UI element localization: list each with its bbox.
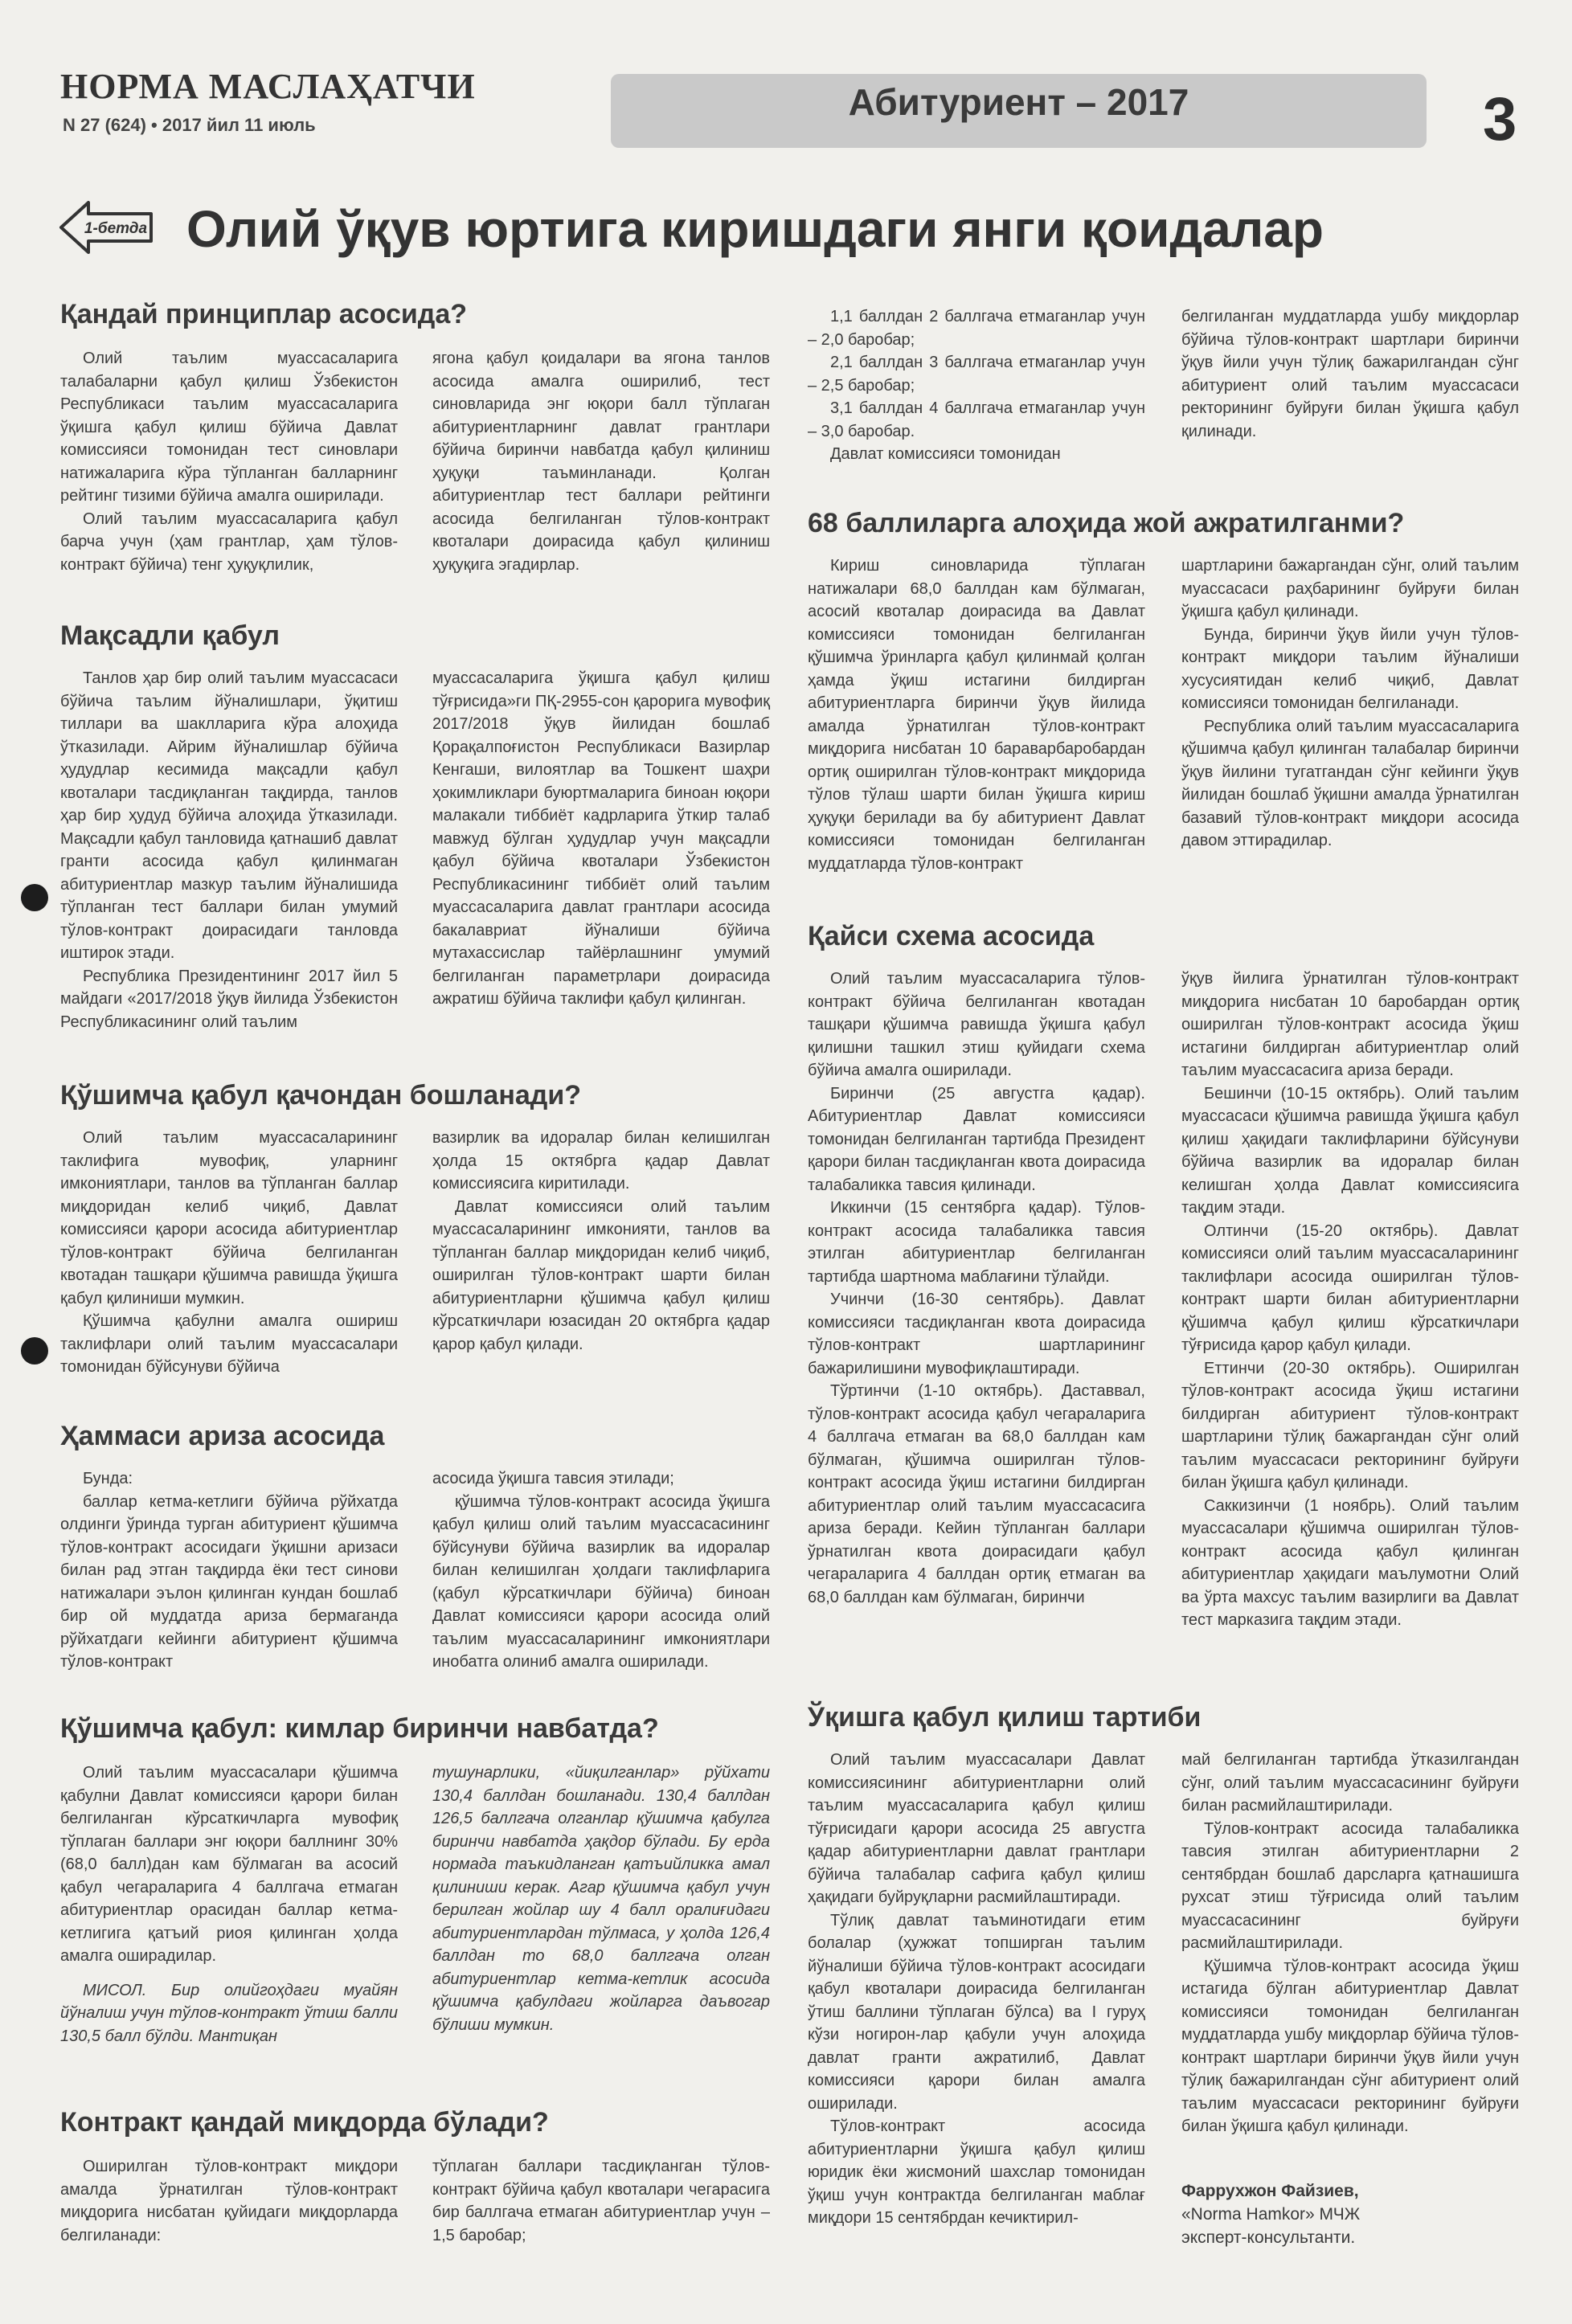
paragraph: Олий таълим муассасалари Давлат комиссиясининг абитуриентларни олий таълим муассасаларига қабул қилиш тўғрисидаги қарори асосида 25 августга қадар абитуриентларни давлат грантлари бўйича талабалар сафига қабул қилиш ҳақидаги буйруқларни расмийлаштиради. xyxy=(808,1751,1145,1906)
paragraph: қўшимча тўлов-контракт асосида ўқишга қабул қилиш олий таълим муассасасининг бўйсунуви бўйича вазирлик ва идоралар билан келишилган ҳолдаги таклифларига (қабул кўрсаткичлари бўйича) биноан Давлат комиссияси қарори асосида олий таълим муассасаларининг имкониятлари инобатга олиниб амалга оширилади. xyxy=(432,1492,770,1671)
example-paragraph: МИСОЛ. Бир олийгоҳдаги муайян йўналиш учун тўлов-контракт ўтиш балли 130,5 балл бўлди. Мантиқан xyxy=(60,1981,398,2045)
paragraph: Тўлов-контракт асосида абитуриентларни ўқишга қабул қилиш юридик ёки жисмоний шахслар томонидан ўқиш учун контрактда белгиланган маблағ миқдори 15 сентябрдан кечиктирил- xyxy=(808,2117,1145,2227)
section-targeted-col1 xyxy=(60,667,398,1033)
author-role: эксперт-консультанти. xyxy=(1181,2228,1356,2247)
page-number: 3 xyxy=(1483,85,1517,153)
masthead: НОРМА МАСЛАҲАТЧИ xyxy=(60,67,476,106)
paragraph: Иккинчи (15 сентябрга қадар). Тўлов-контракт асосида талабаликка тавсия этилган абитуриентлар белгиланган тартибда шартнома маблағини тўлайди. xyxy=(808,1199,1145,1286)
author-signature xyxy=(1181,2179,1519,2249)
issue-info: N 27 (624) • 2017 йил 11 июль xyxy=(63,115,316,135)
paragraph: 2,1 баллдан 3 баллгача етмаганлар учун – 2,5 баробар; xyxy=(808,354,1145,395)
section-admission-order-col4 xyxy=(1181,1749,1519,2138)
page-title: Олий ўқув юртига киришдаги янги қоидалар xyxy=(186,200,1324,258)
paragraph: Олтинчи (15-20 октябрь). Давлат комиссияси олий таълим муассасаларининг таклифлари асосида оширилган тўлов-контракт шарти билан абитуриентларни қўшимча қабул қилиш кўрсаткичлари тўғрисида қарор қабул қилади. xyxy=(1181,1221,1519,1354)
paragraph: баллар кетма-кетлиги бўйича рўйхатда олдинги ўринда турган абитуриент қўшимча тўлов-контракт асосидаги ўқишни аризаси билан рад этган тақдирда ёки тест синови натижалари эълон қилинган кундан бошлаб бир ой муддатда ариза бермаганда рўйхатдаги кейинги абитуриент қўшимча тўлов-контракт xyxy=(60,1492,398,1671)
section-heading-68-points: 68 баллиларга алоҳида жой ажратилганми? xyxy=(808,508,1405,538)
section-priority-col2 xyxy=(432,1761,770,2036)
paragraph: Кириш синовларида тўплаган натижалари 68,0 баллдан кам бўлмаган, асосий квоталар доирасида ва Давлат комиссияси томонидан белгиланган қўшимча ўринларга қабул қилинмай қолган ҳамда ўқиш истагини билдирган абитуриентларга биринчи ўқув йилида амалда ўрнатилган тўлов-контракт миқдорига нисбатан 10 бараварбаробардан ортиқ оширилган тўлов-контракт миқдорида тўлов тўлаш шарти билан ўқишга кириш ҳуқуқи берилади ва бу абитуриент Давлат комиссияси томонидан белгиланган муддатларда тўлов-контракт xyxy=(808,557,1145,873)
paragraph: Тўлов-контракт асосида талабаликка тавсия этилган абитуриентларни 2 сентябрдан бошлаб дарсларга қатнашишга рухсат этиш тўғрисида олий таълим муассасасининг буйруғи расмийлаштирилади. xyxy=(1181,1819,1519,1952)
paragraph: Олий таълим муассасаларига талабаларни қабул қилиш Ўзбекистон Республикаси таълим муассасаларига ўқишга қабул қилиш бўйича Давлат комиссияси томонидан тест синовлари натижаларига кўра тўпланган балларнинг рейтинг тизими бўйича амалга оширилади. xyxy=(60,350,398,505)
binder-hole xyxy=(21,1337,48,1365)
paragraph: Давлат комиссияси томонидан xyxy=(830,445,1061,463)
paragraph: Олий таълим муассасаларининг таклифига мувофиқ, уларнинг имкониятлари, танлов ва тўпланган баллар миқдоридан келиб чиқиб, Давлат комиссияси қарори асосида абитуриентлар тўлов-контракт бўйича белгиланган квотадан ташқари қўшимча равишда ўқишга қабул қилиниши мумкин. xyxy=(60,1129,398,1307)
paragraph: Тўртинчи (1-10 октябрь). Даставвал, тўлов-контракт асосида қабул чегараларига 4 баллгача етмаган ва 68,0 баллдан кам бўлмаган, қўшимча оширилган тўлов-контракт асосида ўқиш истагини билдирган абитуриентлар олий таълим муассасасига ариза беради. Кейин тўпланган баллари ўрнатилган квота доирасидаги қабул чегараларига 4 баллдан ортиқ етмаган ва 68,0 баллдан кам бўлмаган, биринчи xyxy=(808,1382,1145,1606)
section-contract-amount-col2 xyxy=(432,2155,770,2247)
section-additional-start-col1 xyxy=(60,1127,398,1379)
paragraph: 1,1 баллдан 2 баллгача етмаганлар учун – 2,0 баробар; xyxy=(808,308,1145,349)
paragraph: белгиланган муддатларда ушбу миқдорлар бўйича тўлов-контракт шартлари биринчи ўқув йили учун тўлиқ бажарилгандан сўнг абитуриент олий таълим муассасаси ректорининг буйруғи билан ўқишга қабул қилинади. xyxy=(1181,308,1519,440)
section-contract-amount-col4 xyxy=(1181,305,1519,443)
paragraph: вазирлик ва идоралар билан келишилган ҳолда 15 октябрга қадар Давлат комиссиясига киритилади. xyxy=(432,1129,770,1193)
section-heading-targeted: Мақсадли қабул xyxy=(60,620,280,651)
section-application-col1 xyxy=(60,1467,398,1674)
paragraph: Республика олий таълим муассасаларига қўшимча қабул қилинган талабалар биринчи ўқув йилини тугатгандан сўнг кейинги ўқув йилидан бошлаб ўқишни амалда ўрнатилган базавий тўлов-контракт миқдори асосида давом эттирадилар. xyxy=(1181,717,1519,849)
paragraph: шартларини бажаргандан сўнг, олий таълим муассасаси раҳбарининг буйруғи билан ўқишга қабул қилинади. xyxy=(1181,557,1519,620)
section-heading-priority: Қўшимча қабул: кимлар биринчи навбатда? xyxy=(60,1713,659,1744)
section-principles-col1 xyxy=(60,347,398,576)
section-additional-start-col2 xyxy=(432,1127,770,1356)
section-heading-additional-start: Қўшимча қабул қачондан бошланади? xyxy=(60,1080,582,1111)
section-heading-contract-amount: Контракт қандай миқдорда бўлади? xyxy=(60,2107,549,2138)
paragraph: ягона қабул қоидалари ва ягона танлов асосида амалга оширилиб, тест синовларида энг юқори балл тўплаган абитуриентларнинг давлат грантлари бўйича биринчи навбатда қабул қилиниш ҳуқуқи таъминланади. Қолган абитуриентлар тест баллари рейтинги асосида белгиланган тўлов-контракт квоталари доирасида қабул қилиниш ҳуқуқига эгадирлар. xyxy=(432,350,770,574)
rubric-title: Абитуриент – 2017 xyxy=(848,81,1189,123)
paragraph: Биринчи (25 августга қадар). Абитуриентлар Давлат комиссияси томонидан белгиланган тартибда Президент қарори билан тасдиқланган квота доирасида талабаликка тавсия қилинади. xyxy=(808,1084,1145,1194)
paragraph: ўқув йилига ўрнатилган тўлов-контракт миқдорига нисбатан 10 баробардан ортиқ оширилган тўлов-контракт асосида ўқиш истагини билдирган абитуриентлар олий таълим муассасасига ариза беради. xyxy=(1181,970,1519,1079)
section-heading-scheme: Қайси схема асосида xyxy=(808,921,1095,951)
paragraph: Бунда: xyxy=(83,1470,133,1487)
paragraph: май белгиланган тартибда ўтказилгандан сўнг, олий таълим муассасасининг буйруғи билан расмийлаштирилади. xyxy=(1181,1751,1519,1815)
section-principles-col2 xyxy=(432,347,770,576)
author-org: «Norma Hamkor» МЧЖ xyxy=(1181,2205,1361,2224)
section-heading-admission-order: Ўқишга қабул қилиш тартиби xyxy=(808,1702,1202,1733)
paragraph: Тўлиқ давлат таъминотидаги етим болалар (ҳужжат топширган таълим йўналиши бўйича тўлов-контракт асосидаги қабул квоталари доирасида белгиланган ўтиш баллини тўплаган бўлса) ва I гуруҳ кўзи ногирон-лар қабули учун алоҳида давлат гранти ажратилиб, Давлат комиссияси қарори билан амалга оширилади. xyxy=(808,1911,1145,2113)
section-scheme-col4 xyxy=(1181,968,1519,1632)
continued-arrow-icon xyxy=(58,199,154,256)
paragraph: тўплаган баллари тасдиқланган тўлов-контракт бўйича қабул квоталари чегарасига бир баллгача етмаган абитуриентлар учун – 1,5 баробар; xyxy=(432,2158,770,2244)
paragraph: Саккизинчи (1 ноябрь). Олий таълим муассасалари қўшимча оширилган тўлов-контракт асосида қабул қилинган абитуриентлар ҳақидаги маълумотни Олий ва ўрта махсус таълим вазирлиги ва Давлат тест марказига тақдим этади. xyxy=(1181,1496,1519,1629)
section-contract-amount-col1 xyxy=(60,2155,398,2247)
continued-label: 1-бетда xyxy=(84,220,148,237)
paragraph: Бунда, биринчи ўқув йили учун тўлов-контракт миқдори таълим йўналиши хусусиятидан келиб чиқиб, Давлат комиссияси томонидан белгиланади. xyxy=(1181,625,1519,712)
section-priority-col1 xyxy=(60,1761,398,2048)
paragraph: Олий таълим муассасалари қўшимча қабулни Давлат комиссияси қарори билан белгиланган кўрсаткичларга мувофиқ тўплаган баллари энг юқори баллнинг 30% (68,0 балл)дан кам бўлмаган ва асосий қабул чегараларига 4 баллгача етмаган абитуриентлар орасидан баллар кетма-кетлигига қатъий риоя қилинган ҳолда амалга оширадилар. xyxy=(60,1764,398,1965)
paragraph: Оширилган тўлов-контракт миқдори амалда ўрнатилган тўлов-контракт миқдорига нисбатан қуйидаги миқдорларда белгиланади: xyxy=(60,2158,398,2244)
paragraph: Олий таълим муассасаларига қабул барча учун (ҳам грантлар, ҳам тўлов-контракт бўйича) тенг ҳуқуқлилик, xyxy=(60,509,398,574)
binder-hole xyxy=(21,884,48,911)
section-heading-principles: Қандай принциплар асосида? xyxy=(60,299,468,329)
section-68-points-col4 xyxy=(1181,554,1519,853)
section-scheme-col3 xyxy=(808,968,1145,1609)
paragraph: Учинчи (16-30 сентябрь). Давлат комиссияси тасдиқланган квота доирасида тўлов-контракт шартларининг бажарилишини мувофиқлаштиради. xyxy=(808,1291,1145,1377)
section-68-points-col3 xyxy=(808,554,1145,875)
author-name: Фаррухжон Файзиев, xyxy=(1181,2182,1359,2200)
paragraph: тушунарлики, «йиқилганлар» рўйхати 130,4 баллдан бошланади. 130,4 баллдан 126,5 баллгача олганлар қўшимча қабулга биринчи навбатда ҳақдор бўлади. Бу ерда нормада таъкидланган қатъийликка амал қилиниши керак. Агар қўшимча қабул учун берилган жойлар шу 4 балл оралиғидаги абитуриентлардан тўлмаса, у ҳолда 126,4 баллдан то 68,0 баллгача олган абитуриентлар кетма-кетлик асосида қўшимча қабулдаги жойларга даъвогар бўлиши мумкин. xyxy=(432,1764,770,2034)
paragraph: Танлов ҳар бир олий таълим муассасаси бўйича таълим йўналишлари, ўқитиш тиллари ва шаклларига кўра алоҳида ўтказилади. Айрим йўналишлар бўйича ҳудудлар кесимида мақсадли қабул квоталари тасдиқланган тақдирда, танлов ҳар бир ҳудуд бўйича алоҳида ўтказилади. Мақсадли қабул танловида қатнашиб давлат гранти асосида қабул қилинмаган абитуриентлар мазкур таълим йўналишида тўпланган тест баллари билан умумий тўлов-контракт доирасидаги танловда иштирок этади. xyxy=(60,669,398,962)
paragraph: Бешинчи (10-15 октябрь). Олий таълим муассасаси қўшимча равишда ўқишга қабул қилиш ҳақидаги таклифларини бўйсунуви бўйича вазирлик ва идоралар билан келишган ҳолда Давлат комиссиясига тақдим этади. xyxy=(1181,1084,1519,1217)
paragraph: Еттинчи (20-30 октябрь). Оширилган тўлов-контракт асосида ўқиш истагини билдирган абитуриент тўлов-контракт шартларини тўлиқ бажаргандан сўнг олий таълим муассасаси ректорининг буйруғи билан ўқишга қабул қилинади. xyxy=(1181,1359,1519,1491)
paragraph: асосида ўқишга тавсия этилади; xyxy=(432,1470,674,1487)
section-application-col2 xyxy=(432,1467,770,1674)
paragraph: Қўшимча қабулни амалга ошириш таклифлари олий таълим муассасалари томонидан бўйсунуви бўйича xyxy=(60,1312,398,1376)
section-admission-order-col3 xyxy=(808,1749,1145,2230)
paragraph: Давлат комиссияси олий таълим муассасаларининг имконияти, танлов ва тўпланган баллар миқдоридан келиб чиқиб, оширилган тўлов-контракт шарти билан абитуриентларни қўшимча қабул қилиш кўрсаткичлари юзасидан 20 октябрга қадар қарор қабул қилади. xyxy=(432,1197,770,1353)
section-targeted-col2 xyxy=(432,667,770,1011)
paragraph: Республика Президентининг 2017 йил 5 майдаги «2017/2018 ўқув йилида Ўзбекистон Республикасининг олий таълим xyxy=(60,967,398,1031)
paragraph: Олий таълим муассасаларига тўлов-контракт бўйича белгиланган квотадан ташқари қўшимча равишда ўқишга қабул қилишни ташкил этиш қуйидаги схема бўйича амалга оширилади. xyxy=(808,970,1145,1079)
paragraph: 3,1 баллдан 4 баллгача етмаганлар учун – 3,0 баробар. xyxy=(808,399,1145,440)
section-heading-application: Ҳаммаси ариза асосида xyxy=(60,1421,385,1451)
section-contract-amount-col3 xyxy=(808,305,1145,466)
paragraph: муассасаларига ўқишга қабул қилиш тўғрисида»ги ПҚ-2955-сон қарорига мувофиқ 2017/2018 ўқув йилидан бошлаб Қорақалпоғистон Республикаси Вазирлар Кенгаши, вилоятлар ва Тошкент шаҳри ҳокимликлари буюртмаларига биноан юқори малакали тиббиёт кадрларига ўткир талаб мавжуд бўлган ҳудудлар учун мақсадли қабул бўйича квоталари Ўзбекистон Республикасининг тиббиёт олий таълим муассасаларига давлат грантлари асосида бакалавриат йўналиши бўйича мутахассислар тайёрлашнинг умумий белгиланган параметрлари доирасида ажратиш бўйича таклифи қабул қилинган. xyxy=(432,669,770,1008)
paragraph: Қўшимча тўлов-контракт асосида ўқиш истагида бўлган абитуриентлар Давлат комиссияси томонидан белгиланган муддатларда ушбу миқдорлар бўйича тўлов-контракт шартлари биринчи ўқув йили учун тўлиқ бажарилгандан сўнг абитуриент олий таълим муассасаси ректорининг буйруғи билан ўқишга қабул қилинади. xyxy=(1181,1957,1519,2135)
